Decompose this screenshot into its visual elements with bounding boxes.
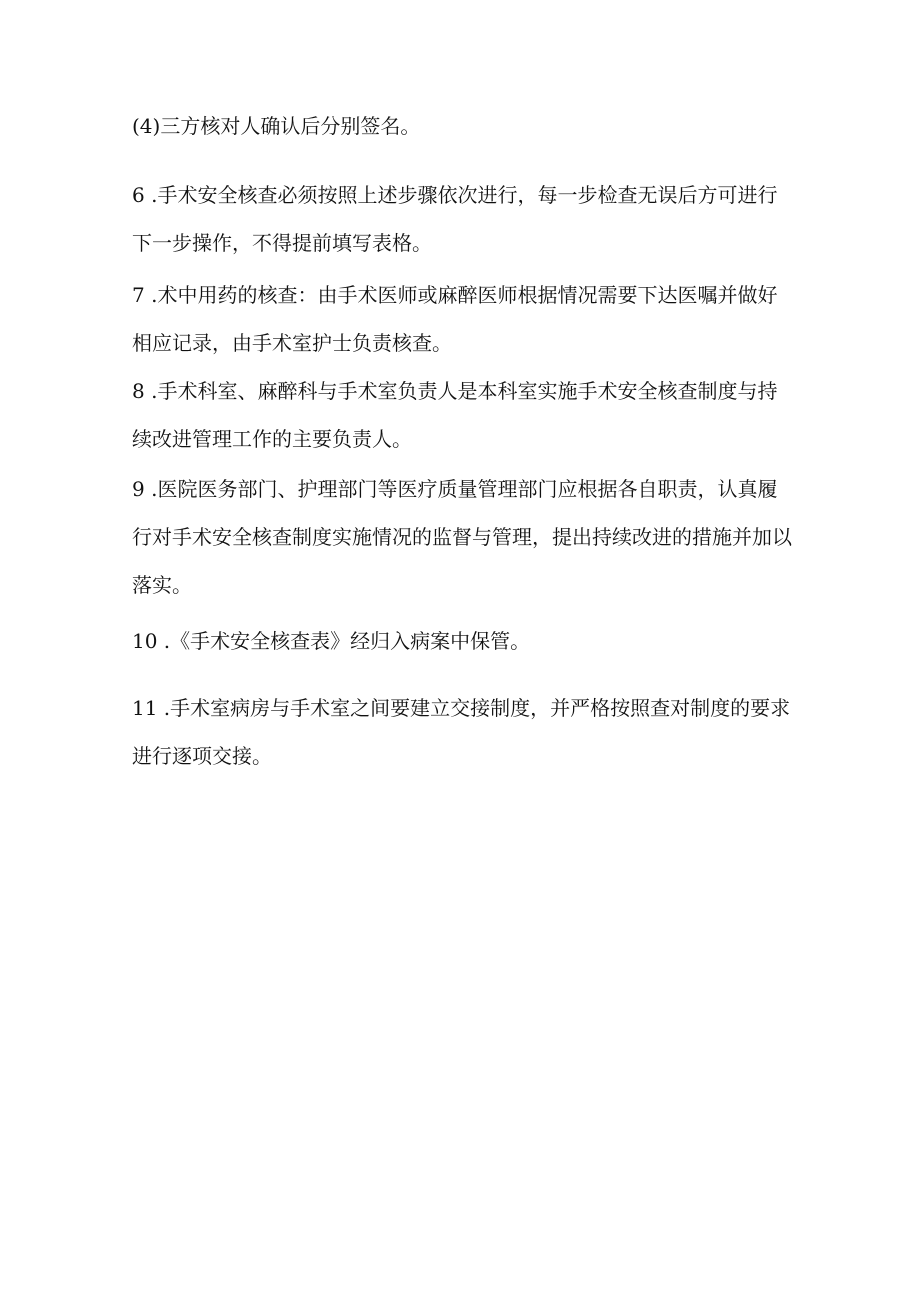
paragraph-item-7 [132, 271, 842, 367]
text-line: 行对手术安全核查制度实施情况的监督与管理，提出持续改进的措施并加以 [132, 525, 792, 549]
paragraph-item-6 [132, 171, 842, 267]
paragraph-item-9 [132, 465, 842, 609]
text-line: 7 .术中用药的核查：由手术医师或麻醉医师根据情况需要下达医嘱并做好 [132, 283, 778, 307]
text-line: 续改进管理工作的主要负责人。 [132, 427, 412, 451]
paragraph-item-8 [132, 367, 842, 463]
text-line: 相应记录，由手术室护士负责核查。 [132, 331, 452, 355]
text-line: 落实。 [132, 573, 192, 597]
text-line: 下一步操作，不得提前填写表格。 [132, 231, 432, 255]
paragraph-item-11 [132, 684, 842, 780]
text-line: 8 .手术科室、麻醉科与手术室负责人是本科室实施手术安全核查制度与持 [132, 379, 778, 403]
text-line: (4)三方核对人确认后分别签名。 [132, 114, 421, 138]
paragraph-item-4 [132, 102, 842, 150]
text-line: 9 .医院医务部门、护理部门等医疗质量管理部门应根据各自职责，认真履 [132, 477, 778, 501]
paragraph-item-10 [132, 617, 842, 665]
text-line: 6 .手术安全核查必须按照上述步骤依次进行，每一步检查无误后方可进行 [132, 183, 778, 207]
text-line: 进行逐项交接。 [132, 744, 272, 768]
text-line: 10 .《手术安全核查表》经归入病案中保管。 [132, 629, 531, 653]
text-line: 11 .手术室病房与手术室之间要建立交接制度，并严格按照查对制度的要求 [132, 696, 791, 720]
